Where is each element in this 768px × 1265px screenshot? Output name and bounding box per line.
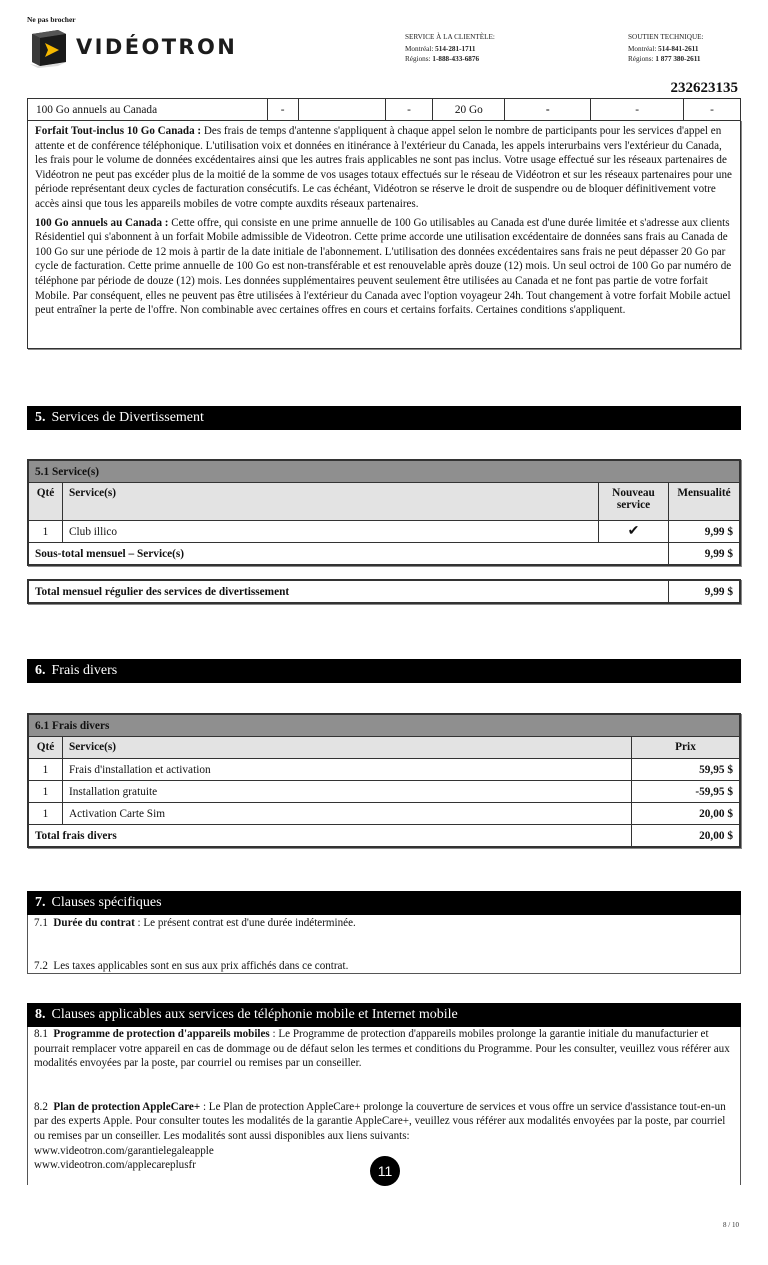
section-7-clauses	[27, 915, 741, 974]
ts-montreal-phone[interactable]: 514-841-2611	[658, 45, 699, 53]
table-row: 1 Installation gratuite -59,95 $	[29, 781, 740, 803]
services-table: 5.1 Service(s) Qté Service(s) Nouveau service Mensualité 1 Club illico ✔ 9,99 $ Sous-total mensuel – Service(s) 9,99 $	[27, 459, 741, 566]
clause-7-2: 7.2 Les taxes applicables sont en sus aux prix affichés dans ce contrat.	[34, 959, 349, 972]
link-applecare-plus[interactable]: www.videotron.com/applecareplusfr	[34, 1159, 196, 1172]
clause-8-1: 8.1 Programme de protection d'appareils mobiles : Le Programme de protection d'appareils mobiles prolonge la garantie initiale du manufacturier et pourrait remplacer votre appareil en cas de dommage ou de défaut selon les termes et conditions du Programme. Pour les consulter, veuillez vous référer aux modalités envoyées par la poste, par courriel ou remises par un conseiller.	[34, 1028, 730, 1070]
clause-8-2: 8.2 Plan de protection AppleCare+ : Le Plan de protection AppleCare+ prolonge la couverture de services et vous offre un service d'assistance tout-en-un par des experts Apple. Pour consulter toutes les modalités de la garantie AppleCare+, veuillez vous référer aux modalités envoyées par la poste, par courriel ou remises par un conseiller. Les modalités sont aussi disponibles aux liens suivants:	[34, 1100, 726, 1142]
cs-regions-phone[interactable]: 1-888-433-6876	[432, 55, 480, 63]
plan-table	[27, 98, 741, 121]
plan-notes	[27, 120, 741, 349]
do-not-staple-note: Ne pas brocher	[27, 15, 76, 24]
subtotal-row: Sous-total mensuel – Service(s) 9,99 $	[29, 543, 740, 565]
plan-name-cell: 100 Go annuels au Canada	[28, 99, 268, 121]
plan-note: Forfait Tout-inclus 10 Go Canada : Des frais de temps d'antenne s'appliquent à chaque appel selon le nombre de participants pour les services d'appel en attente et de conférence téléphonique. L'utilisation voix et données en itinérance à l'extérieur du Canada, les appels interurbains vers l'extérieur du Canada, les frais pour le volume de données excédentaires ainsi que les autres frais applicables ne sont pas inclus. Votre usage effectué sur les réseaux partenaires de Vidéotron ne peut pas excéder plus de la moitié de la somme de vos usages totaux effectués sur le réseau de Vidéotron et sur les réseaux partenaires pour une période représentant deux cycles de facturation consécutifs. Le cas échéant, Vidéotron se réserve le droit de suspendre ou de bloquer définitivement votre accès ainsi que tous les appareils mobiles de votre compte auxdits réseaux partenaires.	[35, 125, 732, 210]
table-row: 1 Activation Carte Sim 20,00 $	[29, 803, 740, 825]
table-row: 1 Frais d'installation et activation 59,95 $	[29, 759, 740, 781]
clause-7-1: 7.1 Durée du contrat : Le présent contrat est d'une durée indéterminée.	[34, 917, 356, 929]
table-row: 1 Club illico ✔ 9,99 $	[29, 521, 740, 543]
customer-service-contact: SERVICE À LA CLIENTÈLE: Montréal: 514-281-1711 Régions: 1-888-433-6876	[405, 33, 495, 63]
brand-name: VIDÉOTRON	[76, 35, 238, 59]
new-service-checkmark-icon: ✔	[599, 521, 669, 543]
section-8-header: 8. Clauses applicables aux services de téléphonie mobile et Internet mobile	[27, 1003, 741, 1027]
link-garantie-legale-apple[interactable]: www.videotron.com/garantielegaleapple	[34, 1144, 214, 1157]
section-6-header: 6. Frais divers	[27, 659, 741, 683]
entertainment-total: Total mensuel régulier des services de divertissement 9,99 $	[27, 579, 741, 604]
misc-fees-table: 6.1 Frais divers Qté Service(s) Prix 1 Frais d'installation et activation 59,95 $ 1 Installation gratuite -59,95 $ 1 Activation Carte Sim 20,00 $ Total frais divers 20,00 $	[27, 713, 741, 848]
videotron-logo	[28, 28, 237, 66]
section-7-header: 7. Clauses spécifiques	[27, 891, 741, 915]
ts-regions-phone[interactable]: 1 877 380-2611	[655, 55, 701, 63]
page-number: 8 / 10	[723, 1221, 739, 1229]
plan-note: 100 Go annuels au Canada : Cette offre, qui consiste en une prime annuelle de 100 Go utilisables au Canada est d'une durée limitée et s'adresse aux clients Résidentiel qui s'abonnent à un forfait Mobile admissible de Videotron. Cette prime accorde une utilisation excédentaire de données sans frais au Canada de 100 Go sur une période de 12 mois à partir de la date initiale de l'abonnement. L'utilisation des données excédentaires sans frais ne peut dépasser 20 Go par cycle de facturation. Cette prime annuelle de 100 Go est non-transférable et est renouvelable après douze (12) mois. Un seul octroi de 100 Go par numéro de téléphone par période de douze (12) mois. Les données supplémentaires peuvent seulement être utilisées au Canada et ne font pas partie de votre forfait Mobile. Par conséquent, elles ne peuvent pas être utilisées à l'extérieur du Canada avec l'option voyageur 24h. Tout changement à votre forfait Mobile actuel peut entraîner la perte de l'offre. Non combinable avec certaines offres en cours et certains forfaits. Certaines conditions s'appliquent.	[35, 216, 732, 317]
logo-cube-icon	[28, 28, 70, 66]
table-caption: 5.1 Service(s)	[29, 461, 740, 483]
total-row: Total frais divers 20,00 $	[29, 825, 740, 847]
section-5-header: 5. Services de Divertissement	[27, 406, 741, 430]
table-caption: 6.1 Frais divers	[29, 715, 740, 737]
tech-support-contact: SOUTIEN TECHNIQUE: Montréal: 514-841-2611 Régions: 1 877 380-2611	[628, 33, 704, 63]
document-number: 232623135	[670, 80, 738, 96]
page-badge: 11	[370, 1156, 400, 1186]
cs-montreal-phone[interactable]: 514-281-1711	[435, 45, 476, 53]
table-row: 100 Go annuels au Canada - - 20 Go - - -	[28, 99, 741, 121]
